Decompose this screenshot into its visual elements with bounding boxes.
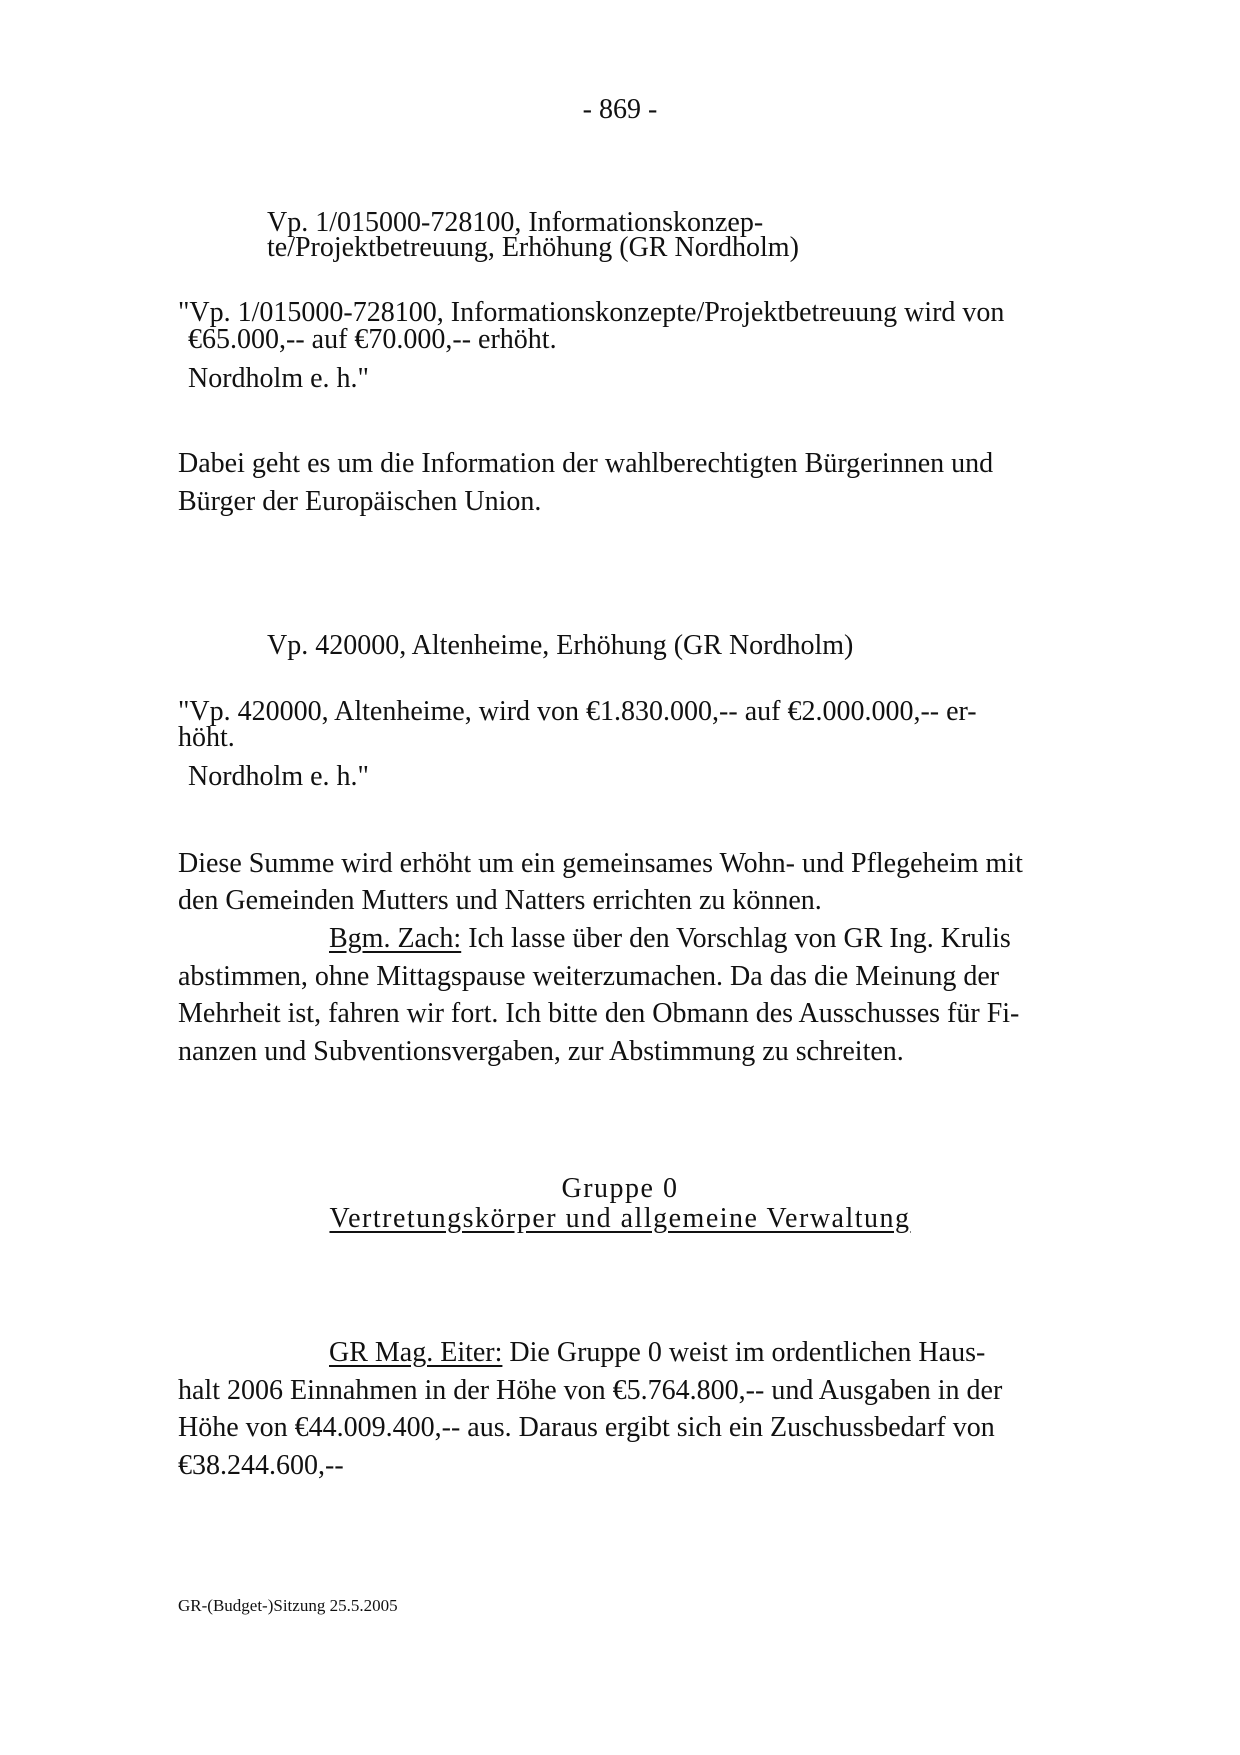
motion1-heading-line1: Vp. 1/015000-728100, Informationskonzep-	[267, 207, 764, 238]
section-title: Gruppe 0	[561, 1173, 679, 1204]
motion1-quote-line2: €65.000,-- auf €70.000,-- erhöht.	[188, 324, 557, 355]
motion1-explanation-line1: Dabei geht es um die Information der wahlberechtigten Bürgerinnen und	[178, 448, 994, 479]
section-subtitle	[0, 1204, 1240, 1234]
motion2-signature: Nordholm e. h."	[188, 761, 369, 792]
speech2-line3: Höhe von €44.009.400,-- aus. Daraus ergibt sich ein Zuschussbedarf von	[178, 1412, 995, 1443]
motion2-heading: Vp. 420000, Altenheime, Erhöhung (GR Nordholm)	[267, 630, 854, 661]
speech1-line1-text: Ich lasse über den Vorschlag von GR Ing. Krulis	[461, 923, 1011, 954]
speech1-line4: nanzen und Subventionsvergaben, zur Abstimmung zu schreiten.	[178, 1036, 904, 1067]
speech1-line1	[329, 924, 1011, 954]
speech2-line4: €38.244.600,--	[178, 1450, 344, 1481]
speech2-line1-text: Die Gruppe 0 weist im ordentlichen Haus-	[502, 1337, 986, 1368]
speech2-line2: halt 2006 Einnahmen in der Höhe von €5.764.800,-- und Ausgaben in der	[178, 1375, 1003, 1406]
speech1-speaker: Bgm. Zach:	[329, 923, 462, 954]
motion2-quote-line2: höht.	[178, 722, 235, 753]
speech1-line2: abstimmen, ohne Mittagspause weiterzumachen. Da das die Meinung der	[178, 961, 1000, 992]
motion2-quote-line1: "Vp. 420000, Altenheime, wird von €1.830.000,-- auf €2.000.000,-- er-	[178, 696, 977, 727]
footer: GR-(Budget-)Sitzung 25.5.2005	[178, 1596, 398, 1615]
motion2-explanation-line2: den Gemeinden Mutters und Natters errichten zu können.	[178, 885, 822, 916]
section-subtitle-text: Vertretungskörper und allgemeine Verwaltung	[329, 1203, 911, 1234]
motion1-explanation-line2: Bürger der Europäischen Union.	[178, 486, 542, 517]
motion1-heading-line2: te/Projektbetreuung, Erhöhung (GR Nordholm)	[267, 232, 799, 263]
page-number: - 869 -	[582, 94, 658, 125]
speech2-line1	[329, 1338, 985, 1368]
motion1-signature: Nordholm e. h."	[188, 363, 369, 394]
motion1-quote-line1: "Vp. 1/015000-728100, Informationskonzepte/Projektbetreuung wird von	[178, 297, 1005, 328]
speech1-line3: Mehrheit ist, fahren wir fort. Ich bitte den Obmann des Ausschusses für Fi-	[178, 998, 1020, 1029]
motion2-explanation-line1: Diese Summe wird erhöht um ein gemeinsames Wohn- und Pflegeheim mit	[178, 848, 1023, 879]
speech2-speaker: GR Mag. Eiter:	[329, 1337, 503, 1368]
